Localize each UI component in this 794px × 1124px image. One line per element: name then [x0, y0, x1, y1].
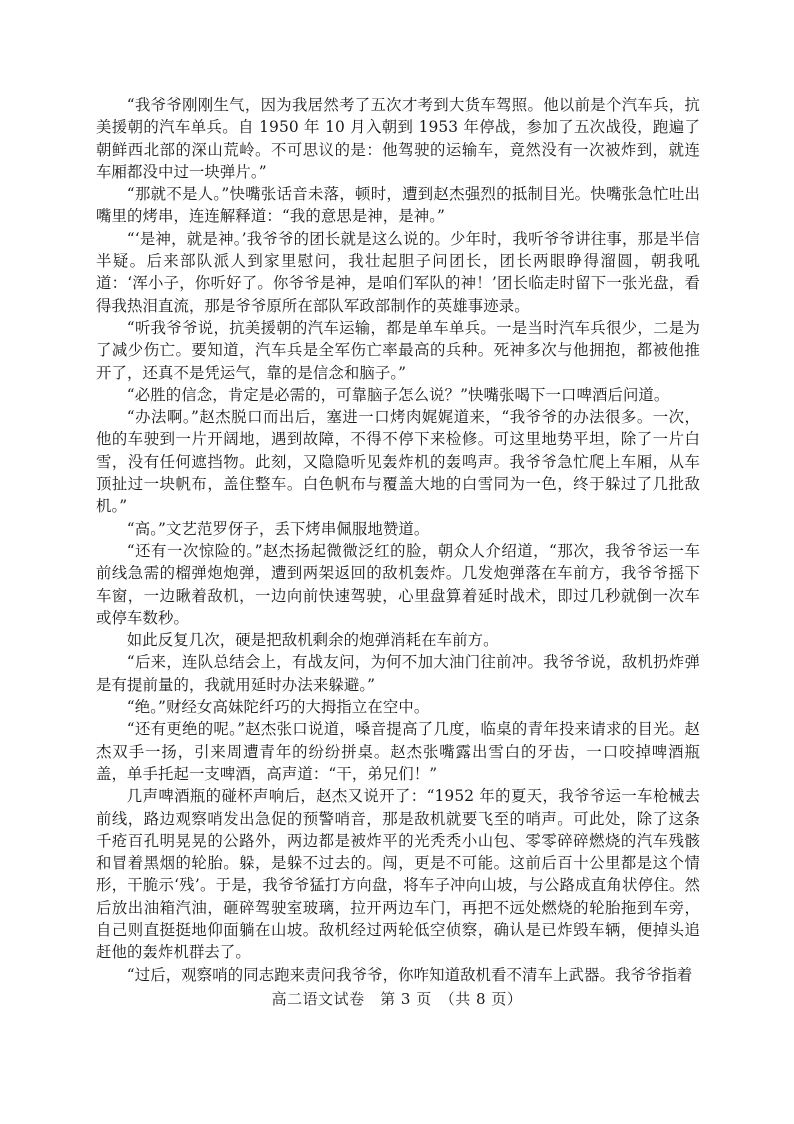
paragraph: “‘是神，就是神。’我爷爷的团长就是这么说的。少年时，我听爷爷讲往事，那是半信半疑。后来部队派人到家里慰问，我壮起胆子问团长，团长两眼睁得溜圆，朝我吼道：‘浑小子，你听好了。你爷爷是神，是咱们军队的神！’团长临走时留下一张光盘，看得我热泪直流，那是爷爷原所在部队军政部制作的英雄事迹录。 [96, 229, 700, 315]
paragraph: “我爷爷刚刚生气，因为我居然考了五次才考到大货车驾照。他以前是个汽车兵，抗美援朝的汽车单兵。自 1950 年 10 月入朝到 1953 年停战，参加了五次战役，跑遍了朝鲜西北部的深山荒岭。不可思议的是：他驾驶的运输车，竟然没有一次被炸到，就连车厢都没中过一块弹片。” [96, 96, 700, 181]
paragraph: “办法啊。”赵杰脱口而出后，塞进一口烤肉娓娓道来，“我爷爷的办法很多。一次，他的车驶到一片开阔地，遇到故障，不得不停下来检修。可这里地势平坦，除了一片白雪，没有任何遮挡物。此刻，又隐隐听见轰炸机的轰鸣声。我爷爷急忙爬上车厢，从车顶扯过一块帆布，盖住整车。白色帆布与覆盖大地的白雪同为一色，终于躲过了几批敌机。” [96, 408, 700, 516]
page-footer: 高二语文试卷 第 3 页 （共 8 页） [271, 990, 523, 1008]
paragraph: “还有一次惊险的。”赵杰扬起微微泛红的脸，朝众人介绍道，“那次，我爷爷运一车前线急需的榴弹炮炮弹，遭到两架返回的敌机轰炸。几发炮弹落在车前方，我爷爷摇下车窗，一边瞅着敌机，一边向前快速驾驶，心里盘算着延时战术，即过几秒就倒一次车或停车数秒。 [96, 541, 700, 627]
paragraph: “过后，观察哨的同志跑来责问我爷爷，你咋知道敌机看不清车上武器。我爷爷指着 [126, 965, 693, 984]
paragraph: “还有更绝的呢。”赵杰张口说道，嗓音提高了几度，临桌的青年投来请求的目光。赵杰双手一扬，引来周遭青年的纷纷拼桌。赵杰张嘴露出雪白的牙齿，一口咬掉啤酒瓶盖，单手托起一支啤酒，高声道：“干，弟兄们！” [96, 720, 700, 783]
paragraph: “听我爷爷说，抗美援朝的汽车运输，都是单车单兵。一是当时汽车兵很少，二是为了减少伤亡。要知道，汽车兵是全军伤亡率最高的兵种。死神多次与他拥抱，都被他推开了，还真不是凭运气，靠的是信念和脑子。” [96, 318, 700, 382]
paragraph: “高。”文艺范罗伢子，丢下烤串佩服地赞道。 [126, 519, 430, 538]
paragraph: “后来，连队总结会上，有战友问，为何不加大油门往前冲。我爷爷说，敌机扔炸弹是有提前量的，我就用延时办法来躲避。” [96, 653, 700, 694]
paragraph: “绝。”财经女高妹陀纤巧的大拇指立在空中。 [126, 698, 430, 717]
paragraph: 如此反复几次，硬是把敌机剩余的炮弹消耗在车前方。 [126, 631, 499, 650]
paragraph: 几声啤酒瓶的碰杯声响后，赵杰又说开了：“1952 年的夏天，我爷爷运一车枪械去前线，路边观察哨发出急促的预警哨音，那是敌机就要飞至的哨声。可此处，除了这条千疮百孔明晃晃的公路外，两边都是被炸平的光秃秃小山包、零零碎碎燃烧的汽车残骸和冒着黑烟的轮胎。躲，是躲不过去的。闯，更是不可能。这前后百十公里都是这个情形，干脆示‘残’。于是，我爷爷猛打方向盘，将车子冲向山坡，与公路成直角状停住。然后放出油箱汽油，砸碎驾驶室玻璃，拉开两边车门，再把不远处燃烧的轮胎拖到车旁，自己则直挺挺地仰面躺在山坡。敌机经过两轮低空侦察，确认是已炸毁车辆，便掉头追赶他的轰炸机群去了。 [96, 787, 700, 962]
paragraph: “那就不是人。”快嘴张话音未落，顿时，遭到赵杰强烈的抵制目光。快嘴张急忙吐出嘴里的烤串，连连解释道：“我的意思是神，是神。” [96, 185, 700, 226]
paragraph: “必胜的信念，肯定是必需的，可靠脑子怎么说？”快嘴张喝下一口啤酒后问道。 [126, 385, 670, 404]
article-body [96, 94, 700, 986]
